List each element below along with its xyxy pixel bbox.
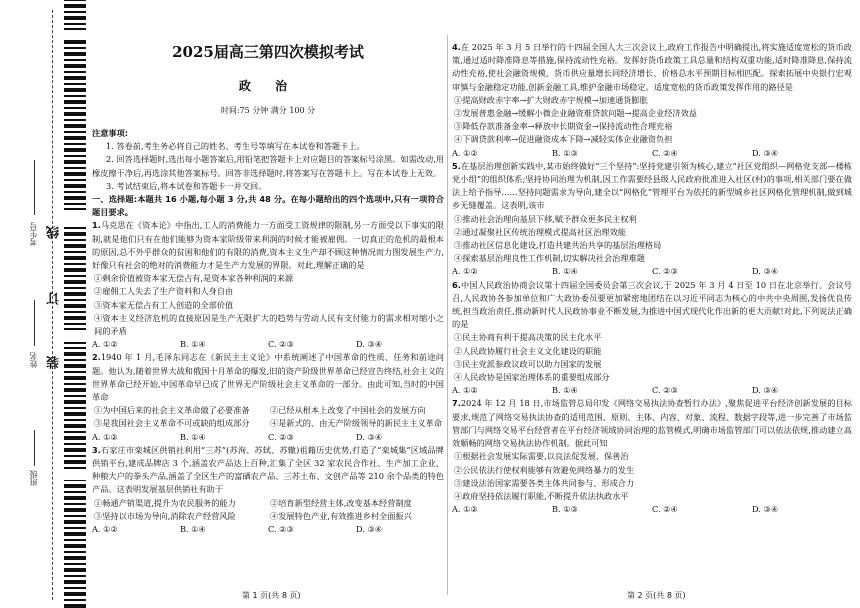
column-divider [447, 35, 448, 595]
exam-time-score: 时间:75 分钟 满分 100 分 [220, 106, 316, 115]
choice-row [92, 431, 444, 444]
question-4 [452, 41, 852, 160]
statement-item: ④探索基层治理良性工作机制,切实解决社会治理难题 [454, 253, 645, 264]
choice-option: A. ①② [92, 524, 118, 535]
statement-item: ④政府坚持依法履行职能,不断提升依法执政水平 [454, 490, 629, 501]
choice-option: C. ②③ [652, 266, 678, 277]
statement-item: ①推动社会治理向基层下移,赋予群众更多民主权利 [454, 213, 637, 224]
binding-barcode-pattern [64, 0, 86, 608]
notice-item: 2. 回答选择题时,选出每小题答案后,用铅笔把答题卡上对应题目的答案标号涂黑。如需改动,用橡皮擦干净后,再选涂其他答案标号。回答非选择题时,将答案写在答题卡上。写在本试卷上无效。 [92, 154, 444, 178]
choice-option: B. ①④ [180, 524, 206, 535]
choice-option: C. ②③ [652, 385, 678, 396]
statement-item: ①民主协商有利于提高决策的民主化水平 [454, 332, 602, 343]
statement-item: ②培育新型经营主体,改变基本经营制度 [270, 497, 412, 508]
left-questions [92, 219, 444, 536]
page-footer-right: 第 2 页(共 8 页) [627, 590, 686, 600]
choice-row [452, 384, 852, 397]
choice-option: A. ①② [92, 431, 118, 442]
statement-item: ①提高财政赤字率→扩大财政赤字规模→加速通货膨胀 [454, 94, 648, 105]
choice-option: A. ①② [92, 339, 118, 350]
statement-list [452, 94, 852, 147]
question-number: 1. [92, 220, 101, 231]
subject-title: 政 治 [238, 79, 298, 93]
question-number: 3. [92, 444, 101, 455]
choice-option: D. ③④ [356, 431, 383, 442]
seal-char-zhuang: 装 [47, 356, 62, 369]
statement-item: ③民主党派参政议政可以助力国家的发展 [454, 358, 602, 369]
choice-option: C. ②③ [268, 524, 294, 535]
binding-strip [0, 0, 90, 608]
statement-item: ①根据社会发展实际需要,以良法促发展、保善治 [454, 451, 629, 462]
right-page [452, 0, 852, 608]
binding-dashed-line [52, 10, 53, 600]
statement-item: ③建设法治国家需要各类主体共同参与、形成合力 [454, 477, 635, 488]
choice-option: D. ③④ [356, 524, 383, 535]
question-number: 7. [452, 398, 461, 409]
notice-heading: 注意事项: [92, 128, 129, 138]
right-questions [452, 41, 852, 516]
choice-option: C. ②③ [268, 431, 294, 442]
class-label: 班级 [29, 470, 38, 486]
question-number: 5. [452, 160, 461, 171]
name-label: 姓名 [29, 352, 38, 368]
question-number: 6. [452, 279, 461, 290]
statement-list [92, 404, 444, 430]
statement-list [452, 450, 852, 503]
question-stem: 中国人民政治协商会议第十四届全国委员会第三次会议,于 2025 年 3 月 4 日至 10 日在北京举行。会议号召,人民政协各参加单位和广大政协委员要更加紧密地团结在以习近平同志为核心的中共中央周围,发扬优良传统,担当政治责任,推动新时代人民政协事业不断发展,为推进中国式现代化作出新的更大贡献!对此,下列说法正确的是 [452, 279, 852, 330]
choice-row [452, 147, 852, 160]
question-stem: 2024 年 12 月 18 日,市场监管总局印发《网络交易执法协查暂行办法》,聚焦促进平台经济创新发展的目标要求,规范了网络交易执法协查的适用范围、原则、主体、内容、对象、流程、数据字段等,进一步完善了市场监管部门与网络交易平台经营者在平台经济领域协同治理的监管模式,明确市场监管部门可以依法依规,推动建立高效顺畅的网络交易执法协作机制。据此可知 [452, 398, 852, 449]
choice-option: C. ②④ [652, 504, 678, 515]
statement-item: ④资本主义经济危机的直接原因是生产无限扩大的趋势与劳动人民有支付能力的需求相对缩小之间的矛盾 [94, 312, 444, 337]
statement-item: ②人民政协履行社会主义文化建设的职能 [454, 345, 602, 356]
question-number: 2. [92, 352, 101, 363]
statement-item: ③是我国社会主义革命不可或缺的组成部分 [94, 418, 250, 429]
choice-option: B. ①③ [552, 504, 578, 515]
notice-block [92, 127, 444, 536]
statement-item: ②通过凝聚社区传统治理模式提高社区治理效能 [454, 226, 626, 237]
choice-row [452, 265, 852, 278]
statement-item: ④是新式的、由无产阶级领导的新民主主义革命 [270, 418, 442, 429]
exam-number-label: 考生号 [29, 222, 38, 246]
choice-option: B. ①④ [552, 385, 578, 396]
statement-item: ③降低存款准备金率→释放中长期资金→保持流动性合理充裕 [454, 121, 673, 132]
statement-item: ①剩余价值被资本家无偿占有,是资本家各种利润的来源 [94, 273, 294, 284]
choice-option: A. ①② [452, 385, 478, 396]
statement-list [452, 331, 852, 384]
question-stem: 在 2025 年 3 月 5 日举行的十四届全国人大三次会议上,政府工作报告中明确提出,将实施适度宽松的货币政策,通过适时降准降息等措施,保持流动性充裕。发挥好货币政策工具总量和结构双重功能,适时降准降息,保持流动性充裕,使社会融资规模、货币供应量增长同经济增长、价格总水平预期目标相匹配。探索拓展中央银行宏观审慎与金融稳定功能,创新金融工具,维护金融市场稳定。适度宽松的货币政策发挥作用的路径是 [452, 42, 852, 92]
choice-option: D. ③④ [752, 504, 779, 515]
exam-title: 2025届高三第四次模拟考试 [172, 43, 364, 61]
statement-item: ②雇佣工人失去了生产资料和人身自由 [94, 286, 234, 297]
left-page [92, 0, 444, 608]
choice-option: C. ②③ [268, 339, 294, 350]
notice-item: 1. 答卷前,考生务必将自己的姓名、考生号等填写在本试卷和答题卡上。 [106, 141, 365, 152]
question-3 [92, 444, 444, 536]
seal-char-line: 线 [47, 226, 62, 239]
choice-option: D. ③④ [752, 266, 779, 277]
choice-option: C. ②④ [652, 147, 678, 158]
statement-item: ②公民依法行使权利能够有效避免网络暴力的发生 [454, 464, 635, 475]
choice-option: B. ①④ [552, 266, 578, 277]
choice-option: A. ①② [452, 504, 478, 515]
question-number: 4. [452, 42, 461, 52]
exam-number-field [34, 160, 35, 215]
choice-row [452, 503, 852, 516]
statement-item: ④下调贷款利率→促进融资成本下降→减轻实体企业融资负担 [454, 134, 673, 145]
notice-item: 3. 考试结束后,将本试卷和答题卡一并交回。 [106, 180, 267, 191]
choice-option: A. ①② [452, 266, 478, 277]
section-one-heading: 一、选择题:本题共 16 小题,每小题 3 分,共 48 分。在每小题给出的四个选项中,只有一项符合题目要求。 [92, 194, 444, 218]
statement-item: ④人民政协是国家治理体系的重要组成部分 [454, 372, 610, 383]
question-6 [452, 279, 852, 398]
question-stem: 1940 年 1 月,毛泽东同志在《新民主主义论》中系统阐述了中国革命的性质、任务和前途问题。他认为,随着世界大战和俄国十月革命的爆发,旧的资产阶级世界革命已经宣告终结,社会主义的世界革命已经开始,中国革命早已成了世界无产阶级社会主义革命的一部分。由此可知,当时的中国革命 [92, 352, 444, 403]
statement-item: ①为中国后来的社会主义革命做了必要准备 [94, 405, 250, 416]
seal-char-ding: 订 [47, 292, 62, 305]
statement-list [92, 497, 444, 523]
choice-row [92, 523, 444, 536]
choice-row [92, 338, 444, 351]
question-stem: 石家庄市栾城区供销社利用“三苏”(苏洵、苏轼、苏辙)祖籍历史优势,打造了“栾城集”区域品牌供销平台,建成品牌店 3 个,涵盖农产品达上百种,汇集了全区 32 家农民合作社、生产加工企业、种粮大户的拳头产品,涵盖了全区生产的富硒农产品、三苏土布、文创产品等 210 余个品类的特色产品。这表明发展基层供销社有助于 [92, 444, 444, 495]
statement-item: ②已经从根本上改变了中国社会的发展方向 [270, 405, 426, 416]
choice-option: D. ③④ [752, 385, 779, 396]
name-field [34, 300, 35, 346]
statement-item: ①畅通产销渠道,提升为农民服务的能力 [94, 497, 236, 508]
question-2 [92, 351, 444, 443]
question-7 [452, 397, 852, 516]
question-stem: 在基层治理创新实践中,某市始终做好“三个坚持”:坚持党建引领为核心,建立“社区党组织—网格党支部—楼栋党小组”的组织体系;坚持协同治理为机制,因工作需要经县级人民政府批准进入社区(村)的事项,相关部门要在做法上给予指导……坚持问题需求为导向,建全以“网格化”管理平台为依托的新型城乡社区网格化管理机制,做到城乡无缝覆盖。这表明,该市 [452, 160, 852, 211]
statement-item: ③资本家无偿占有工人创造的全部价值 [94, 299, 234, 310]
class-field [34, 430, 35, 466]
statement-item: ④发展特色产业,有效推进乡村全面振兴 [270, 510, 412, 521]
statement-item: ③推动社区信息化建设,打造共建共治共享的基层治理格局 [454, 240, 662, 251]
question-5 [452, 160, 852, 279]
choice-option: D. ③④ [356, 339, 383, 350]
statement-item: ②发展普惠金融→缓解小微企业融资难贷款问题→提高企业经济效益 [454, 108, 697, 119]
question-stem: 马克思在《资本论》中指出,工人的消费能力一方面受工资规律的限制,另一方面受以下事实的限制,就是他们只有在他们能够为资本家阶级带来利润的时候才能被雇佣。一切真正的危机的最根本的原因,总不外乎群众的贫困和他们的有限的消费,资本主义生产却不顾这种情况而力图发展生产力,好像只有社会的绝对的消费能力才是生产力发展的界限。对此,理解正确的是 [92, 220, 444, 271]
choice-option: B. ①④ [180, 339, 206, 350]
question-1 [92, 219, 444, 351]
choice-option: B. ①③ [552, 147, 578, 158]
choice-option: A. ①② [452, 147, 478, 158]
choice-option: D. ③④ [752, 147, 779, 158]
choice-option: B. ①④ [180, 431, 206, 442]
statement-list [92, 272, 444, 338]
statement-list [452, 213, 852, 266]
statement-item: ③坚持以市场为导向,消除农产经营风险 [94, 510, 236, 521]
page-footer-left: 第 1 页(共 8 页) [242, 590, 301, 600]
